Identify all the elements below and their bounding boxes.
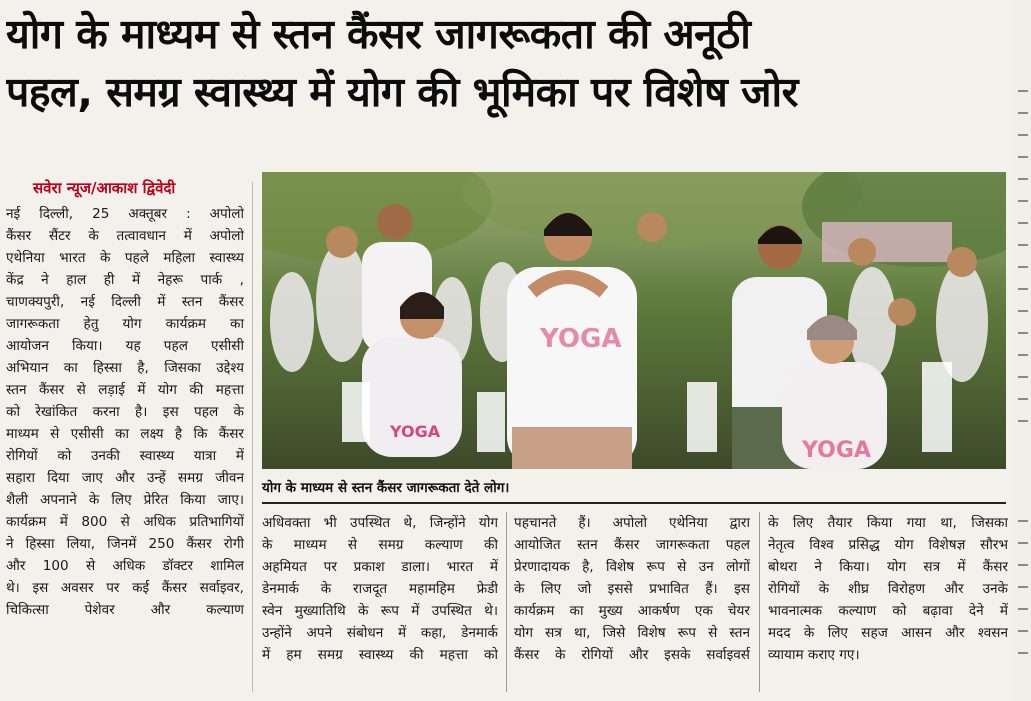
text-line: नई दिल्ली, 25 अक्तूबर : अपोलो	[6, 206, 244, 222]
photo-illustration	[262, 172, 1006, 469]
text-line: चाणक्यपुरी, नई दिल्ली में स्तन कैंसर	[6, 294, 244, 310]
byline: सवेरा न्यूज/आकाश द्विवेदी	[33, 179, 176, 197]
column-divider	[252, 182, 253, 692]
text-line: सहारा दिया जाए और उन्हें समग्र जीवन	[6, 470, 244, 486]
text-line: स्तन कैंसर से लड़ाई में योग की महत्ता	[6, 382, 244, 398]
text-line: योग सत्र था, जिसे विशेष रूप से स्तन	[514, 625, 750, 641]
text-line: के माध्यम से समग्र कल्याण की	[262, 537, 498, 553]
photo-caption: योग के माध्यम से स्तन कैंसर जागरूकता देते लोग।	[262, 480, 510, 496]
article-column-4	[768, 512, 1008, 666]
text-line: मदद के लिए सहज आसन और श्वसन	[768, 625, 1008, 641]
shirt-text: YOGA	[540, 324, 622, 354]
text-line: अधिवक्ता भी उपस्थित थे, जिन्होंने योग	[262, 515, 498, 531]
text-line: बोथरा ने किया। योग सत्र में कैंसर	[768, 559, 1008, 575]
text-line: चिकित्सा पेशेवर और कल्याण	[6, 602, 244, 618]
text-line: नेतृत्व विश्व प्रसिद्ध योग विशेषज्ञ सौरभ	[768, 537, 1008, 553]
text-line: स्वेन मुख्यातिथि के रूप में उपस्थित थे।	[262, 603, 498, 619]
adjacent-article-edge	[1012, 0, 1031, 701]
text-line: रोगियों के शीघ्र विरोहण और उनके	[768, 581, 1008, 597]
headline-line-1: योग के माध्यम से स्तन कैंसर जागरूकता की अनूठी	[6, 10, 751, 58]
caption-rule	[262, 502, 1006, 504]
headline-line-2: पहल, समग्र स्वास्थ्य में योग की भूमिका पर विशेष जोर	[6, 68, 798, 116]
text-line: आयोजित स्तन कैंसर जागरूकता पहल	[514, 537, 750, 553]
text-line: जागरूकता हेतु योग कार्यक्रम का	[6, 316, 244, 332]
column-divider	[506, 512, 507, 692]
text-line: एथेनिया भारत के पहले महिला स्वास्थ्य	[6, 250, 244, 266]
headline	[6, 6, 1016, 122]
text-line: भावनात्मक कल्याण को बढ़ावा देने में	[768, 603, 1008, 619]
column-divider	[759, 512, 760, 692]
text-line: व्यायाम कराए गए।	[768, 647, 860, 663]
text-line: पहचानते हैं। अपोलो एथेनिया द्वारा	[514, 515, 750, 531]
event-photo	[262, 172, 1006, 469]
text-line: के लिए तैयार किया गया था, जिसका	[768, 515, 1008, 531]
text-line: के लिए जो इससे प्रभावित हैं। इस	[514, 581, 750, 597]
text-line: शैली अपनाने के लिए प्रेरित किया जाए।	[6, 492, 244, 508]
text-line: कैंसर के रोगियों और इसके सर्वाइवर्स	[514, 647, 750, 663]
shirt-text: YOGA	[802, 438, 871, 463]
article-column-2	[262, 512, 498, 666]
text-line: प्रेरणादायक है, विशेष रूप से उन लोगों	[514, 559, 750, 575]
text-line: कार्यक्रम में 800 से अधिक प्रतिभागियों	[6, 514, 244, 530]
text-line: अहमियत पर प्रकाश डाला। भारत में	[262, 559, 498, 575]
text-line: थे। इस अवसर पर कई कैंसर सर्वाइवर,	[6, 580, 244, 596]
shirt-text: YOGA	[390, 422, 441, 441]
text-line: उन्होंने अपने संबोधन में कहा, डेनमार्क	[262, 625, 498, 641]
text-line: माध्यम से एसीसी का लक्ष्य है कि कैंसर	[6, 426, 244, 442]
text-line: कैंसर सैंटर के तत्वावधान में अपोलो	[6, 228, 244, 244]
text-line: केंद्र ने हाल ही में नेहरू पार्क ,	[6, 272, 244, 288]
article-column-1	[6, 203, 244, 621]
text-line: को रेखांकित करना है। इस पहल के	[6, 404, 244, 420]
text-line: ने हिस्सा लिया, जिनमें 250 कैंसर रोगी	[6, 536, 244, 552]
text-line: कार्यक्रम का मुख्य आकर्षण एक चेयर	[514, 603, 750, 619]
text-line: में हम समग्र स्वास्थ्य की महत्ता को	[262, 647, 498, 663]
text-line: रोगियों को उनकी स्वास्थ्य यात्रा में	[6, 448, 244, 464]
article-column-3	[514, 512, 750, 666]
text-line: और 100 से अधिक डॉक्टर शामिल	[6, 558, 244, 574]
text-line: आयोजन किया। यह पहल एसीसी	[6, 338, 244, 354]
text-line: डेनमार्क के राजदूत महामहिम फ्रेडी	[262, 581, 498, 597]
text-line: अभियान का हिस्सा है, जिसका उद्देश्य	[6, 360, 244, 376]
